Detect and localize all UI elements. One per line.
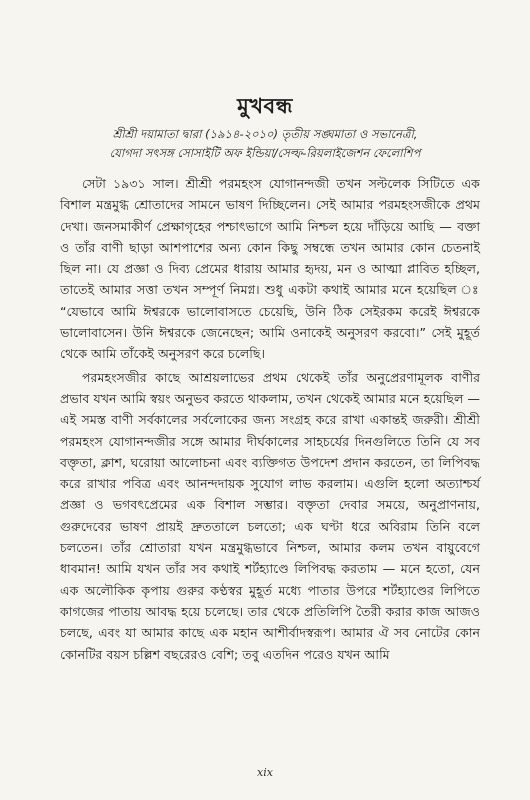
author-attribution-line-1: শ্রীশ্রী দয়ামাতা দ্বারা (১৯১৪-২০১০) তৃতীয় সঙ্ঘমাতা ও সভানেত্রী, [112, 127, 418, 141]
paragraph-1: সেটা ১৯৩১ সাল। শ্রীশ্রী পরমহংস যোগানন্দজী তখন সল্টলেক সিটিতে এক বিশাল মন্ত্রমুগ্ধ শ্রোতাদের সামনে ভাষণ দিচ্ছিলেন। সেই আমার পরমহংসজীকে প্রথম দেখা। জনসমাকীর্ণ প্রেক্ষাগৃহের পশ্চাৎভাগে আমি নিশ্চল হয়ে দাঁড়িয়ে আছি — বক্তা ও তাঁর বাণী ছাড়া আশপাশের অন্য কোন কিছু সম্বন্ধে তখন আমার কোন চেতনাই ছিল না। যে প্রজ্ঞা ও দিব্য প্রেমের ধারায় আমার হৃদয়, মন ও আত্মা প্লাবিত হচ্ছিল, তাতেই আমার সত্তা তখন সম্পূর্ণ নিমগ্ন। শুধু একটা কথাই আমার মনে হয়েছিল ঃ “যেভাবে আমি ঈশ্বরকে ভালোবাসতে চেয়েছি, উনি ঠিক সেইরকম করেই ঈশ্বরকে ভালোবাসেন। উনি ঈশ্বরকে জেনেছেন; আমি ওনাকেই অনুসরণ করবো।” সেই মুহূর্ত থেকে আমি তাঁকেই অনুসরণ করে চলেছি। [60, 176, 480, 362]
author-attribution-line-2: যোগদা সৎসঙ্গ সোসাইটি অফ ইন্ডিয়া/সেল্ফ-রিয়লাইজেশন ফেলোশিপ [109, 146, 421, 160]
page-number: xix [257, 766, 273, 779]
page-title: মুখবন্ধ [237, 94, 293, 118]
author-attribution [40, 125, 490, 163]
paragraph-2: পরমহংসজীর কাছে আশ্রয়লাভের প্রথম থেকেই তাঁর অনুপ্রেরণামূলক বাণীর প্রভাব যখন আমি স্বয়ং অনুভব করতে থাকলাম, তখন থেকেই আমার মনে হয়েছিল — এই সমস্ত বাণী সর্বকালের সর্বলোকের জন্য সংগ্রহ করে রাখা একান্তই জরুরী। শ্রীশ্রী পরমহংস যোগানন্দজীর সঙ্গে আমার দীর্ঘকালের সাহচর্যের দিনগুলিতে তিনি যে সব বক্তৃতা, ক্লাশ, ঘরোয়া আলোচনা এবং ব্যক্তিগত উপদেশ প্রদান করতেন, তা লিপিবদ্ধ করে রাখার পবিত্র এবং আনন্দদায়ক সুযোগ লাভ করলাম। এগুলি হলো অত্যাশ্চর্য প্রজ্ঞা ও ভগবৎপ্রেমের এক বিশাল সম্ভার। বক্তৃতা দেবার সময়ে, অনুপ্রাণনায়, গুরুদেবের ভাষণ প্রায়ই দ্রুততালে চলতো; এক ঘণ্টা ধরে অবিরাম তিনি বলে চলতেন। তাঁর শ্রোতারা যখন মন্ত্রমুগ্ধভাবে নিশ্চল, আমার কলম তখন বায়ুবেগে ধাবমান! আমি যখন তাঁর সব কথাই শর্টহ্যাণ্ডে লিপিবদ্ধ করতাম — মনে হতো, যেন এক অলৌকিক কৃপায় গুরুর কণ্ঠস্বর মুহূর্ত মধ্যে পাতার উপরে শর্টহ্যাণ্ডের লিপিতে কাগজের পাতায় আবদ্ধ হয়ে চলেছে। তার থেকে প্রতিলিপি তৈরী করার কাজ আজও চলছে, এবং যা আমার কাছে এক মহান আশীর্বাদস্বরূপ। আমার ঐ সব নোটের কোন কোনটির বয়স চল্লিশ বছরেরও বেশি; তবু এতদিন পরেও যখন আমি [60, 369, 480, 662]
body-text [60, 173, 480, 665]
